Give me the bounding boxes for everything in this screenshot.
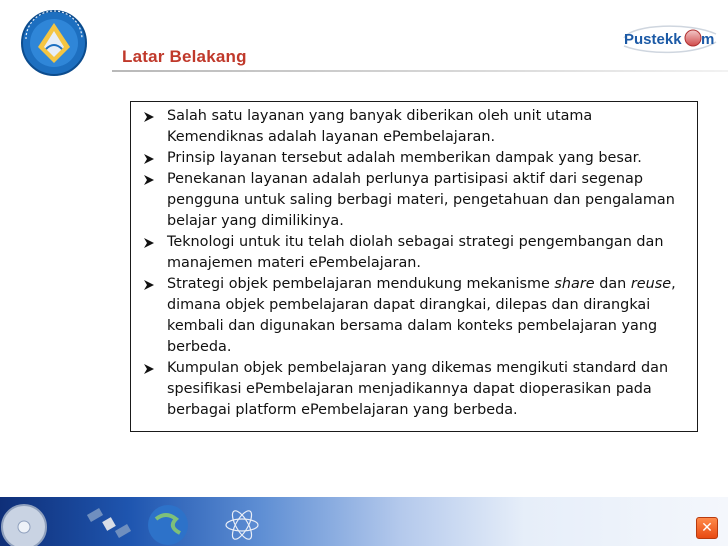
arrow-bullet-icon <box>143 237 155 249</box>
footer-decoration <box>0 497 728 546</box>
bullet-emphasis: reuse <box>630 276 672 292</box>
pustekkom-logo <box>620 16 720 60</box>
bullet-item <box>139 358 677 421</box>
bullet-item <box>139 169 677 232</box>
arrow-bullet-icon <box>143 153 155 165</box>
bullet-list <box>131 102 697 421</box>
arrow-bullet-icon <box>143 111 155 123</box>
bullet-text-part: dan <box>594 276 631 292</box>
arrow-bullet-icon <box>143 363 155 375</box>
satellite-icon <box>87 508 131 538</box>
arrow-bullet-icon <box>143 174 155 186</box>
bullet-text: Penekanan layanan adalah perlunya partisipasi aktif dari segenap pengguna untuk saling berbagi materi, pengetahuan dan pengalaman belajar yang dimilikinya. <box>167 171 675 229</box>
svg-text:Pustekk: Pustekk <box>624 31 682 48</box>
bullet-item <box>139 232 677 274</box>
bullet-item <box>139 274 677 358</box>
bullet-text: Kumpulan objek pembelajaran yang dikemas mengikuti standard dan spesifikasi ePembelajaran menjadikannya dapat dioperasikan pada berbagai platform ePembelajaran yang berbeda. <box>167 360 669 418</box>
bullet-item <box>139 106 677 148</box>
ministry-emblem-icon <box>20 9 88 77</box>
atom-icon <box>226 508 258 542</box>
footer-band <box>0 497 728 546</box>
close-icon: ✕ <box>701 520 713 536</box>
arrow-bullet-icon <box>143 279 155 291</box>
close-button[interactable] <box>696 517 718 539</box>
globe-icon <box>148 505 188 545</box>
bullet-text: Salah satu layanan yang banyak diberikan oleh unit utama Kemendiknas adalah layanan ePembelajaran. <box>167 108 593 145</box>
bullet-text-part: , dimana objek pembelajaran dapat dirangkai, dilepas dan dirangkai kembali dan digunakan bersama dalam konteks pembelajaran yang berbeda. <box>167 276 676 355</box>
bullet-text-part: Strategi objek pembelajaran mendukung mekanisme <box>167 276 555 292</box>
header-divider <box>112 70 728 72</box>
svg-text:m: m <box>701 31 715 48</box>
bullet-item <box>139 148 677 169</box>
content-box <box>130 101 698 432</box>
bullet-text: Teknologi untuk itu telah diolah sebagai strategi pengembangan dan manajemen materi ePembelajaran. <box>167 234 664 271</box>
bullet-emphasis: share <box>554 276 595 292</box>
slide-title: Latar Belakang <box>122 47 247 66</box>
bullet-text: Prinsip layanan tersebut adalah memberikan dampak yang besar. <box>167 150 642 166</box>
